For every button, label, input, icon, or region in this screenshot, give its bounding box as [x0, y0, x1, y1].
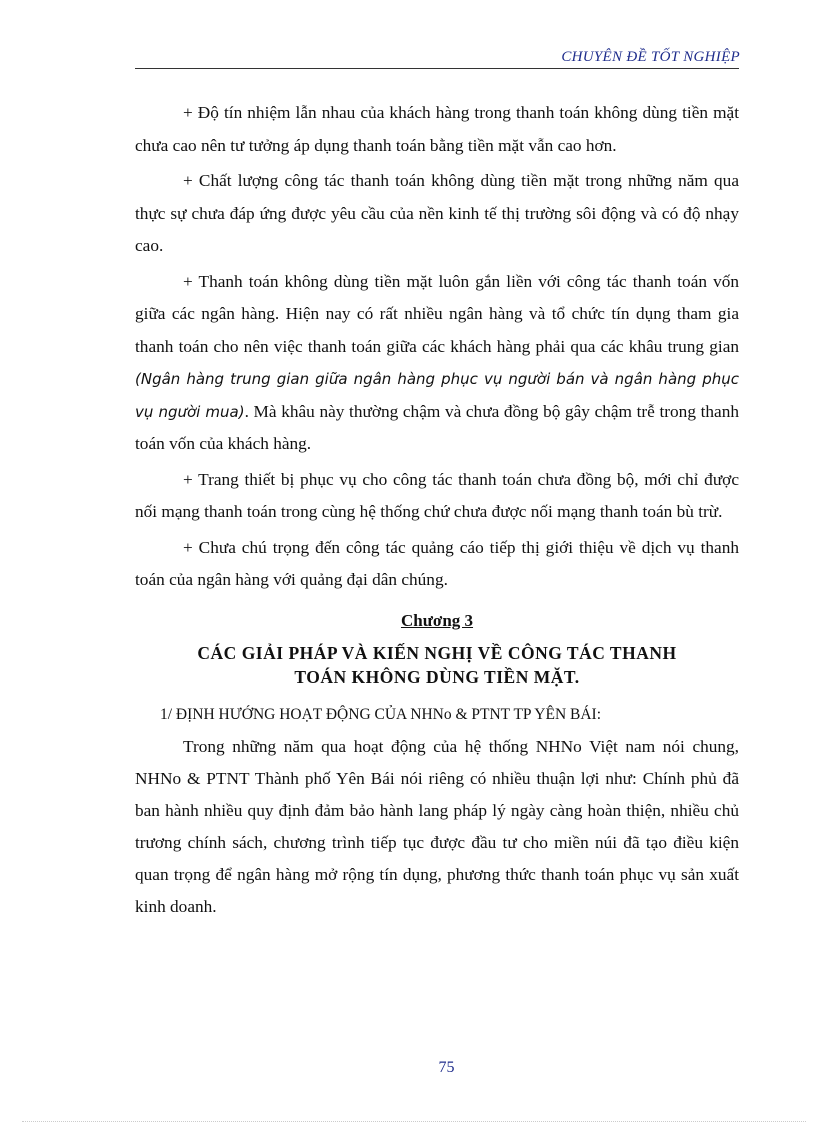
chapter-title-line-1: CÁC GIẢI PHÁP VÀ KIẾN NGHỊ VỀ CÔNG TÁC THANH [197, 642, 677, 663]
paragraph-interbank-after: . Mà khâu này thường chậm và chưa đồng bộ gây chậm trễ trong thanh toán vốn của khách hàng. [135, 401, 739, 453]
chapter-label: Chương 3 [400, 610, 474, 630]
paragraph-equipment: + Trang thiết bị phục vụ cho công tác thanh toán chưa đồng bộ, mới chỉ được nối mạng thanh toán trong cùng hệ thống chứ chưa được nối mạng thanh toán bù trừ. [135, 469, 739, 521]
paragraph-interbank-before: + Thanh toán không dùng tiền mặt luôn gắn liền với công tác thanh toán vốn giữa các ngân hàng. Hiện nay có rất nhiều ngân hàng và tổ chức tín dụng tham gia thanh toán cho nên việc thanh toán giữa các khách hàng phải qua các khâu trung gian [135, 271, 739, 356]
footer-dotted-line [22, 1121, 806, 1122]
paragraph-interbank-italic: (Ngân hàng trung gian giữa ngân hàng phục vụ người bán và ngân hàng phục vụ người mua) [135, 370, 739, 421]
page-content [135, 97, 739, 923]
paragraph-trust: + Độ tín nhiệm lẫn nhau của khách hàng trong thanh toán không dùng tiền mặt chưa cao nên tư tưởng áp dụng thanh toán bằng tiền mặt vẫn cao hơn. [135, 103, 739, 155]
chapter-title-line-2: TOÁN KHÔNG DÙNG TIỀN MẶT. [294, 666, 580, 687]
page-number: 75 [438, 1059, 455, 1076]
paragraph-advertising: + Chưa chú trọng đến công tác quảng cáo tiếp thị giới thiệu về dịch vụ thanh toán của ngân hàng với quảng đại dân chúng. [135, 537, 739, 589]
header-rule [135, 68, 739, 69]
chapter-title [135, 641, 739, 689]
running-header-title: CHUYÊN ĐỀ TỐT NGHIỆP [561, 49, 740, 65]
section-heading: 1/ ĐỊNH HƯỚNG HOẠT ĐỘNG CỦA NHNo & PTNT TP YÊN BÁI: [160, 705, 602, 723]
paragraph-interbank [135, 266, 739, 461]
paragraph-quality: + Chất lượng công tác thanh toán không dùng tiền mặt trong những năm qua thực sự chưa đáp ứng được yêu cầu của nền kinh tế thị trường sôi động và có độ nhạy cao. [135, 171, 739, 255]
section-body: Trong những năm qua hoạt động của hệ thống NHNo Việt nam nói chung, NHNo & PTNT Thành phố Yên Bái nói riêng có nhiều thuận lợi như: Chính phủ đã ban hành nhiều quy định đảm bảo hành lang pháp lý ngày càng hoàn thiện, nhiều chủ trương chính sách, chương trình tiếp tục được đầu tư cho miền núi đã tạo điều kiện quan trọng để ngân hàng mở rộng tín dụng, phương thức thanh toán phục vụ sản xuất kinh doanh. [135, 736, 739, 916]
